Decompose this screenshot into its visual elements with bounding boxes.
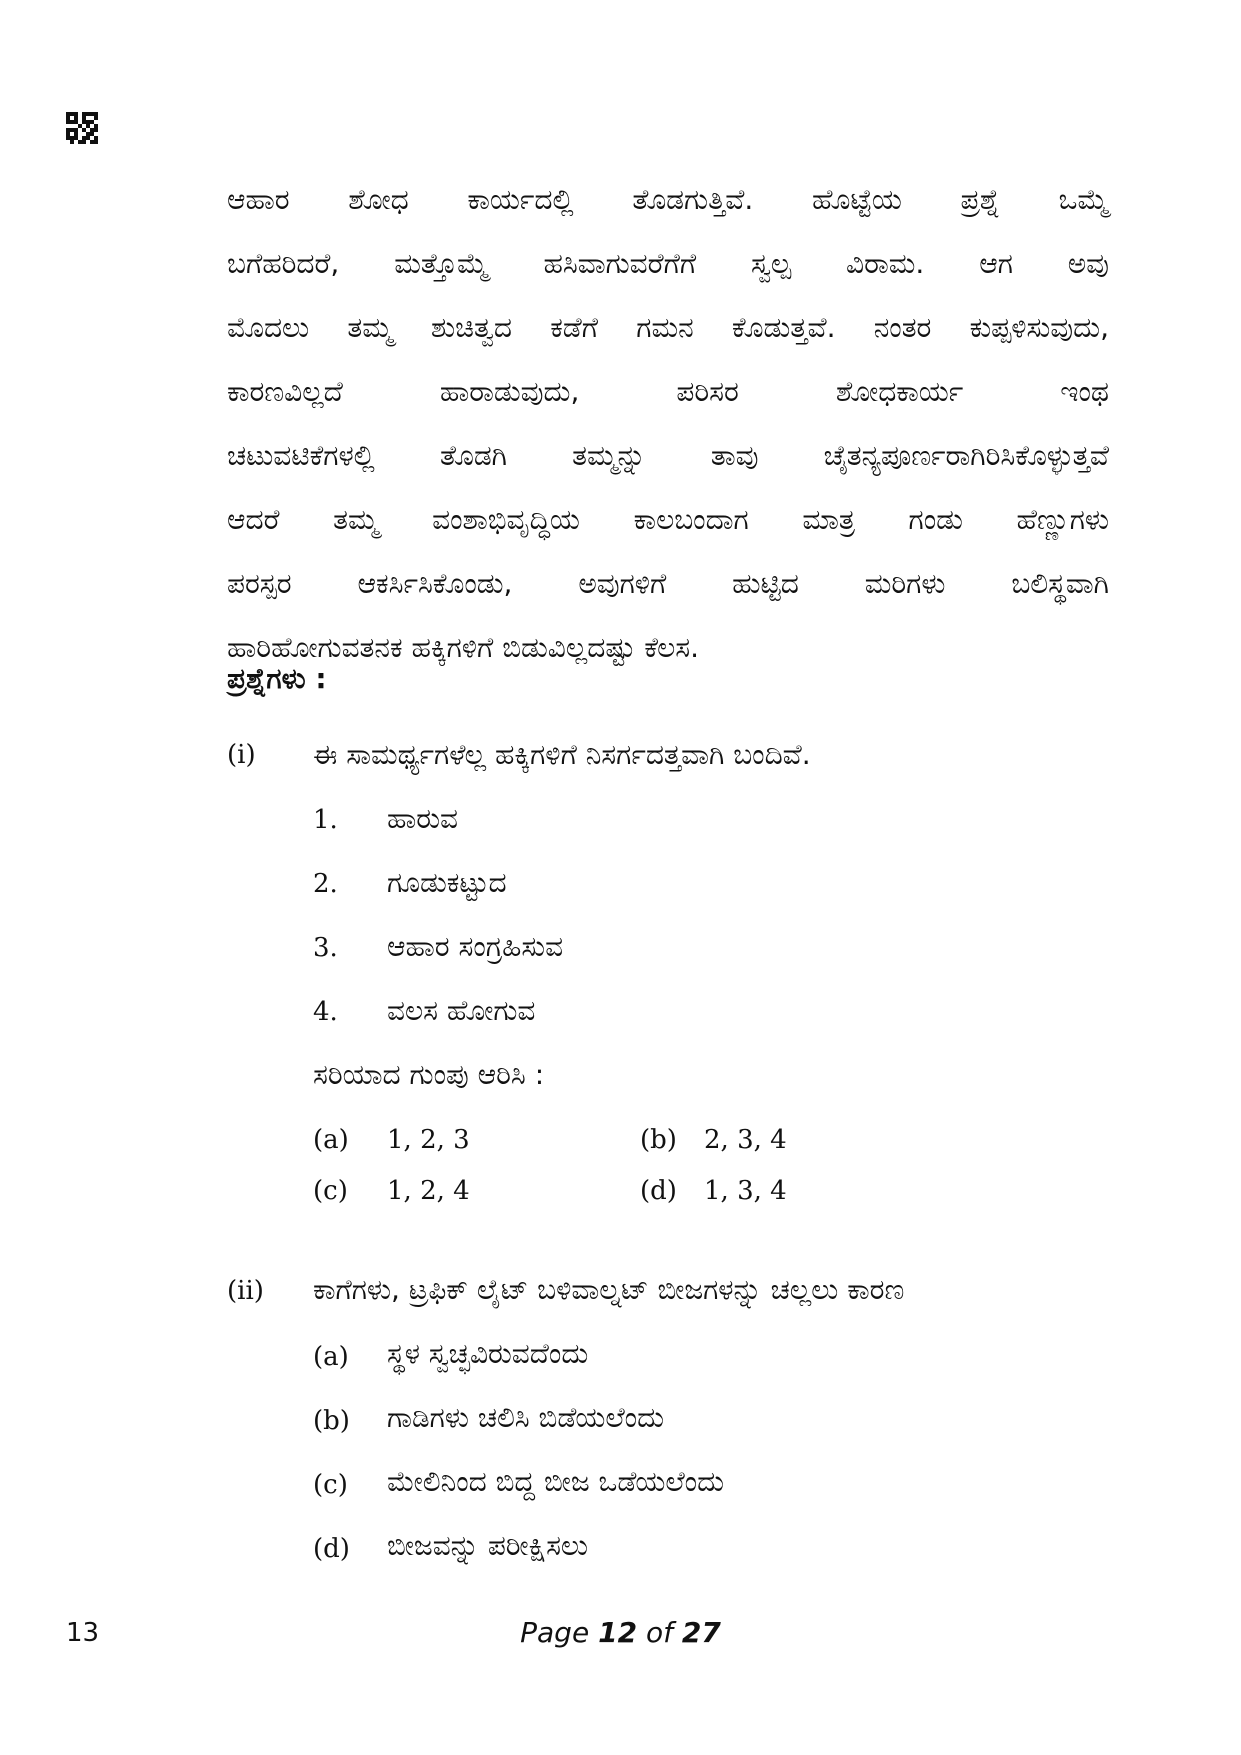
passage-line: ಆಹಾರ ಶೋಧ ಕಾರ್ಯದಲ್ಲಿ ತೊಡಗುತ್ತಿವೆ. ಹೊಟ್ಟೆಯ ಪ್ರಶ್ನೆ ಒಮ್ಮೆ [227,183,1109,216]
option-label: (c) [313,1470,348,1500]
passage-line: ಮೊದಲು ತಮ್ಮ ಶುಚಿತ್ವದ ಕಡೆಗೆ ಗಮನ ಕೊಡುತ್ತವೆ. ನಂತರ ಕುಪ್ಪಳಿಸುವುದು, [227,311,1109,344]
item-text: ವಲಸ ಹೋಗುವ [387,994,536,1027]
option-label: (a) [313,1125,349,1155]
option-label: (d) [313,1534,350,1564]
passage-line: ಕಾರಣವಿಲ್ಲದೆ ಹಾರಾಡುವುದು, ಪರಿಸರ ಶೋಧಕಾರ್ಯ ಇಂಥ [227,375,1109,408]
page-of: of [645,1616,673,1649]
passage-text [227,168,1109,680]
option-label: (a) [313,1342,349,1372]
item-text: ಆಹಾರ ಸಂಗ್ರಹಿಸುವ [387,930,564,963]
questions-heading: ಪ್ರಶ್ನೆಗಳು : [227,662,327,695]
passage-line: ಆದರೆ ತಮ್ಮ ವಂಶಾಭಿವೃದ್ಧಿಯ ಕಾಲಬಂದಾಗ ಮಾತ್ರ ಗಂಡು ಹೆಣ್ಣುಗಳು [227,503,1109,536]
passage-line: ಹಾರಿಹೋಗುವತನಕ ಹಕ್ಕಿಗಳಿಗೆ ಬಿಡುವಿಲ್ಲದಷ್ಟು ಕೆಲಸ. [227,631,699,664]
question-text: ಕಾಗೆಗಳು, ಟ್ರಫಿಕ್ ಲೈಟ್ ಬಳಿವಾಲ್ನಟ್ ಬೀಜಗಳನ್ನು ಚಲ್ಲಲು ಕಾರಣ [313,1273,905,1306]
passage-line: ಬಗೆಹರಿದರೆ, ಮತ್ತೊಮ್ಮೆ ಹಸಿವಾಗುವರೆಗೆಗೆ ಸ್ವಲ್ಪ ವಿರಾಮ. ಆಗ ಅವು [227,247,1109,280]
sheet-number: 13 [66,1618,100,1648]
option-label: (b) [640,1125,677,1155]
option-label: (d) [640,1176,677,1206]
question-number: (i) [227,740,256,770]
option-text: ಗಾಡಿಗಳು ಚಲಿಸಿ ಬಿಡೆಯಲೆಂದು [387,1401,665,1434]
question-text: ಈ ಸಾಮರ್ಥ್ಯಗಳೆಲ್ಲ ಹಕ್ಕಿಗಳಿಗೆ ನಿಸರ್ಗದತ್ತವಾಗಿ ಬಂದಿವೆ. [313,738,811,771]
qr-code-icon [66,112,98,144]
item-number: 1. [313,805,338,835]
option-text: ಮೇಲಿನಿಂದ ಬಿದ್ದ ಬೀಜ ಒಡೆಯಲೆಂದು [387,1465,725,1498]
question-number: (ii) [227,1276,264,1306]
page-indicator [0,1616,1241,1649]
passage-line: ಪರಸ್ಪರ ಆಕರ್ಸಿಸಿಕೊಂಡು, ಅವುಗಳಿಗೆ ಹುಟ್ಟಿದ ಮರಿಗಳು ಬಲಿಸ್ಥವಾಗಿ [227,567,1109,600]
option-label: (c) [313,1176,348,1206]
item-text: ಗೂಡುಕಟ್ಟುದ [387,866,507,899]
page-current: 12 [598,1616,638,1649]
page-total: 27 [681,1616,721,1649]
option-label: (b) [313,1406,350,1436]
option-text: ಸ್ಥಳ ಸ್ವಚ್ಛವಿರುವದೆಂದು [387,1337,589,1370]
item-number: 4. [313,997,338,1027]
option-text: ಬೀಜವನ್ನು ಪರೀಕ್ಷಿಸಲು [387,1529,588,1562]
item-text: ಹಾರುವ [387,802,458,835]
passage-line: ಚಟುವಟಿಕೆಗಳಲ್ಲಿ ತೊಡಗಿ ತಮ್ಮನ್ನು ತಾವು ಚೈತನ್ಯಪೂರ್ಣರಾಗಿರಿಸಿಕೊಳ್ಳುತ್ತವೆ [227,439,1109,472]
option-value: 1, 2, 4 [387,1176,470,1206]
option-value: 1, 2, 3 [387,1125,470,1155]
page-prefix: Page [520,1616,590,1649]
option-value: 2, 3, 4 [704,1125,787,1155]
item-number: 3. [313,933,338,963]
option-value: 1, 3, 4 [704,1176,787,1206]
question-instruction: ಸರಿಯಾದ ಗುಂಪು ಆರಿಸಿ : [313,1058,545,1091]
item-number: 2. [313,869,338,899]
